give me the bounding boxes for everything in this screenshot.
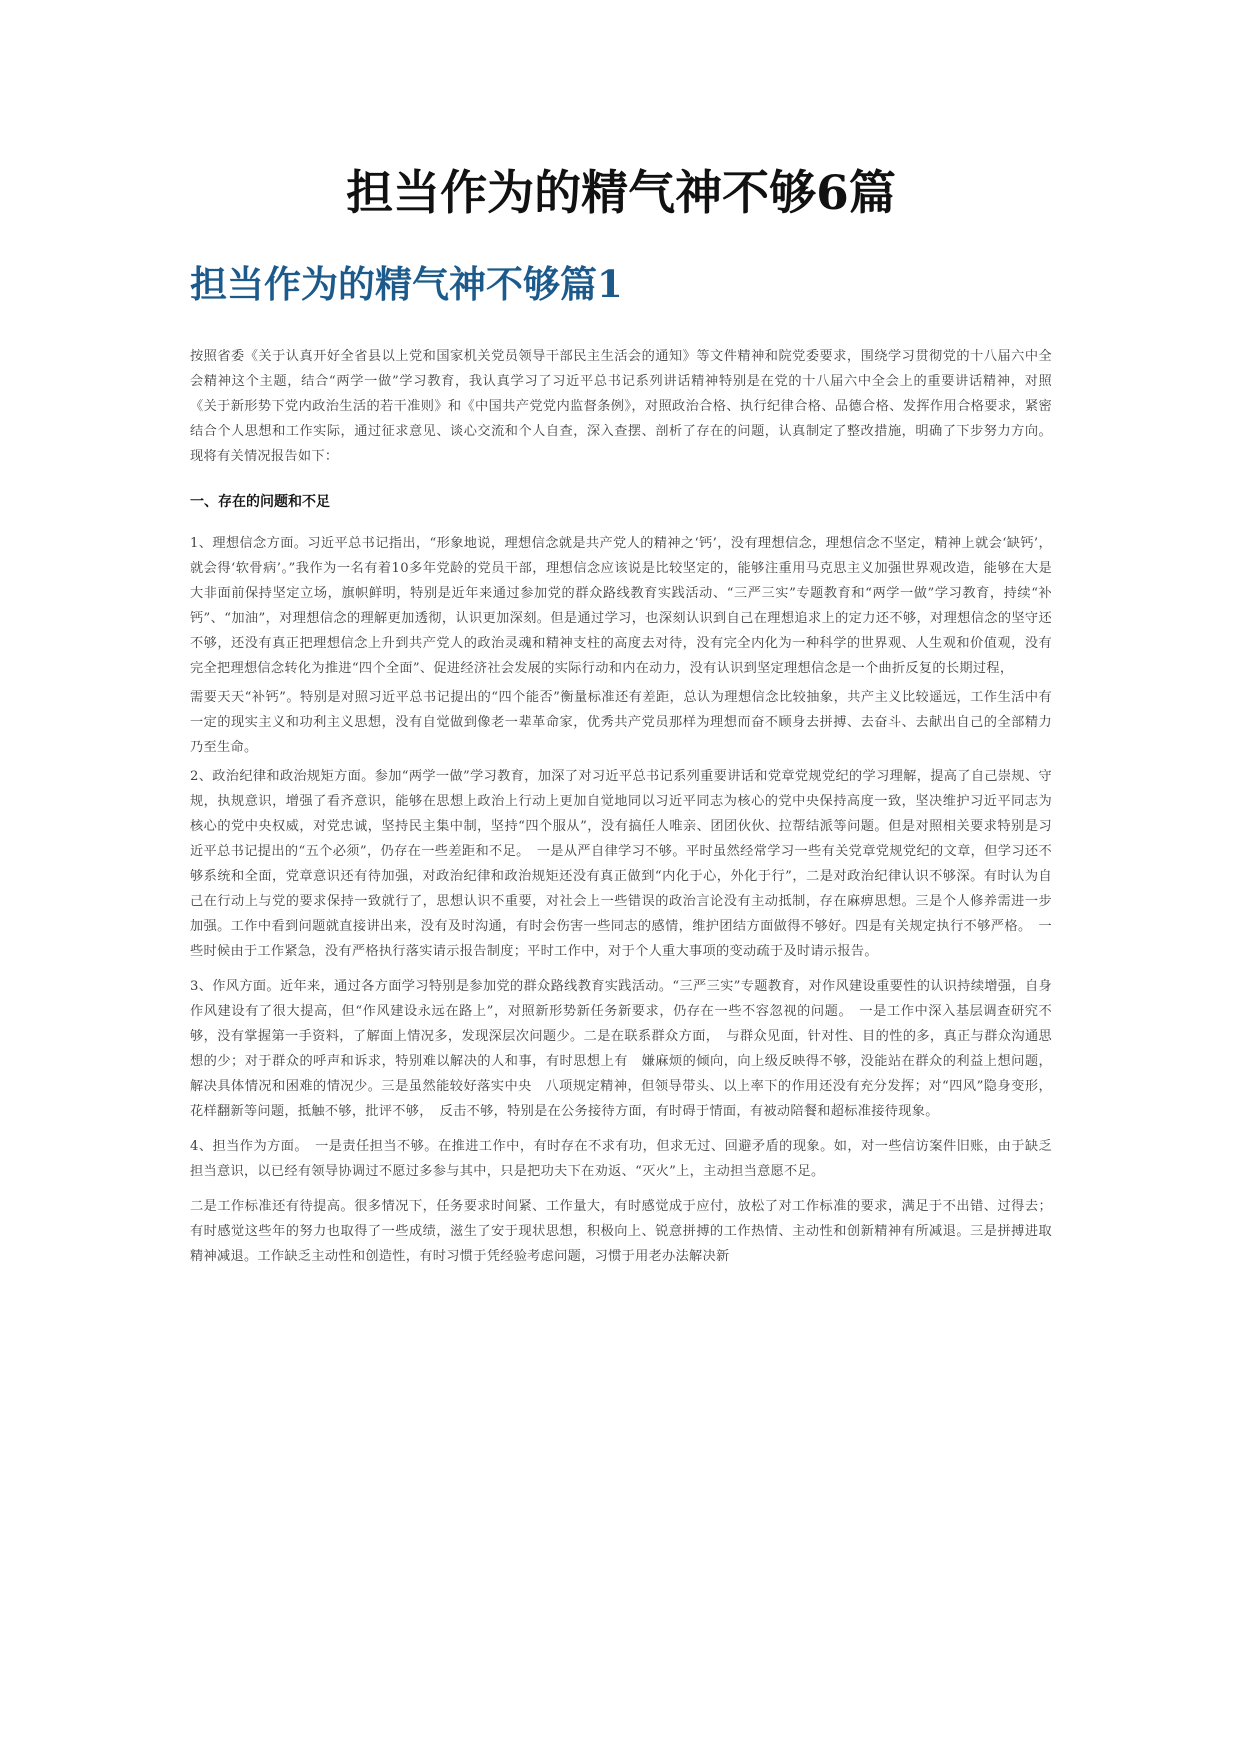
paragraph-discipline: 2、政治纪律和政治规矩方面。参加“两学一做”学习教育，加深了对习近平总书记系列重要讲话和党章党规党纪的学习理解，提高了自己崇规、守规，执规意识，增强了看齐意识，能够在思想上政治上行动上更加自觉地同以习近平同志为核心的党中央保持高度一致，坚决维护习近平同志为核心的党中央权威，对党忠诚，坚持民主集中制，坚持“四个服从”，没有搞任人唯亲、团团伙伙、拉帮结派等问题。但是对照相关要求特别是习近平总书记提出的“五个必须”，仍存在一些差距和不足。 一是从严自律学习不够。平时虽然经常学习一些有关党章党规党纪的文章，但学习还不够系统和全面，党章意识还有待加强，对政治纪律和政治规矩还没有真正做到“内化于心，外化于行”，二是对政治纪律认识不够深。有时认为自己在行动上与党的要求保持一致就行了，思想认识不重要，对社会上一些错误的政治言论没有主动抵制，存在麻痹思想。三是个人修养需进一步加强。工作中看到问题就直接讲出来，没有及时沟通，有时会伤害一些同志的感情，维护团结方面做得不够好。四是有关规定执行不够严格。 一些时候由于工作紧急，没有严格执行落实请示报告制度；平时工作中，对于个人重大事项的变动疏于及时请示报告。 bbox=[190, 769, 1052, 959]
paragraph-ideals-continued: 需要天天“补钙”。特别是对照习近平总书记提出的“四个能否”衡量标准还有差距，总认为理想信念比较抽象，共产主义比较遥远，工作生活中有一定的现实主义和功利主义思想，没有自觉做到像老一辈革命家，优秀共产党员那样为理想而奋不顾身去拼搏、去奋斗、去献出自己的全部精力乃至生命。 bbox=[190, 690, 1052, 755]
document-title: 担当作为的精气神不够6篇 bbox=[346, 166, 896, 221]
paragraph-responsibility: 4、担当作为方面。 一是责任担当不够。在推进工作中，有时存在不求有功，但求无过、回避矛盾的现象。如，对一些信访案件旧账，由于缺乏担当意识，以已经有领导协调过不愿过多参与其中，只是把功夫下在劝返、“灭火”上，主动担当意愿不足。 bbox=[190, 1139, 1052, 1179]
paragraph-work-style: 3、作风方面。近年来，通过各方面学习特别是参加党的群众路线教育实践活动。“三严三实”专题教育，对作风建设重要性的认识持续增强，自身作风建设有了很大提高，但“作风建设永远在路上”，对照新形势新任务新要求，仍存在一些不容忽视的问题。 一是工作中深入基层调查研究不够，没有掌握第一手资料，了解面上情况多，发现深层次问题少。二是在联系群众方面， 与群众见面，针对性、目的性的多，真正与群众沟通思想的少；对于群众的呼声和诉求，特别难以解决的人和事，有时思想上有 嫌麻烦的倾向，向上级反映得不够，没能站在群众的利益上想问题，解决具体情况和困难的情况少。三是虽然能较好落实中央 八项规定精神，但领导带头、以上率下的作用还没有充分发挥；对“四风”隐身变形，花样翻新等问题，抵触不够，批评不够， 反击不够，特别是在公务接待方面，有时碍于情面，有被动陪餐和超标准接待现象。 bbox=[190, 979, 1052, 1119]
section-title: 担当作为的精气神不够篇1 bbox=[190, 262, 623, 306]
document-content bbox=[190, 160, 1052, 1269]
subheading-problems: 一、存在的问题和不足 bbox=[190, 494, 330, 510]
paragraph-work-standards: 二是工作标准还有待提高。很多情况下，任务要求时间紧、工作量大，有时感觉成于应付，放松了对工作标准的要求，满足于不出错、过得去；有时感觉这些年的努力也取得了一些成绩，滋生了安于现状思想，积极向上、锐意拼搏的工作热情、主动性和创新精神有所减退。三是拼搏进取精神减退。工作缺乏主动性和创造性，有时习惯于凭经验考虑问题，习惯于用老办法解决新 bbox=[190, 1199, 1052, 1264]
paragraph-ideals: 1、理想信念方面。习近平总书记指出，“形象地说，理想信念就是共产党人的精神之‘钙’，没有理想信念，理想信念不坚定，精神上就会‘缺钙’，就会得‘软骨病’。”我作为一名有着10多年党龄的党员干部，理想信念应该说是比较坚定的，能够注重用马克思主义加强世界观改造，能够在大是大非面前保持坚定立场，旗帜鲜明，特别是近年来通过参加党的群众路线教育实践活动、“三严三实”专题教育和“两学一做”学习教育，持续“补钙”、“加油”，对理想信念的理解更加透彻，认识更加深刻。但是通过学习，也深刻认识到自己在理想追求上的定力还不够，对理想信念的坚守还不够，还没有真正把理想信念上升到共产党人的政治灵魂和精神支柱的高度去对待，没有完全内化为一种科学的世界观、人生观和价值观，没有完全把理想信念转化为推进“四个全面”、促进经济社会发展的实际行动和内在动力，没有认识到坚定理想信念是一个曲折反复的长期过程， bbox=[190, 536, 1052, 676]
intro-paragraph: 按照省委《关于认真开好全省县以上党和国家机关党员领导干部民主生活会的通知》等文件精神和院党委要求，围绕学习贯彻党的十八届六中全会精神这个主题，结合“两学一做”学习教育，我认真学习了习近平总书记系列讲话精神特别是在党的十八届六中全会上的重要讲话精神，对照《关于新形势下党内政治生活的若干准则》和《中国共产党党内监督条例》，对照政治合格、执行纪律合格、品德合格、发挥作用合格要求，紧密结合个人思想和工作实际，通过征求意见、谈心交流和个人自查，深入查摆、剖析了存在的问题，认真制定了整改措施，明确了下步努力方向。现将有关情况报告如下： bbox=[190, 349, 1052, 464]
